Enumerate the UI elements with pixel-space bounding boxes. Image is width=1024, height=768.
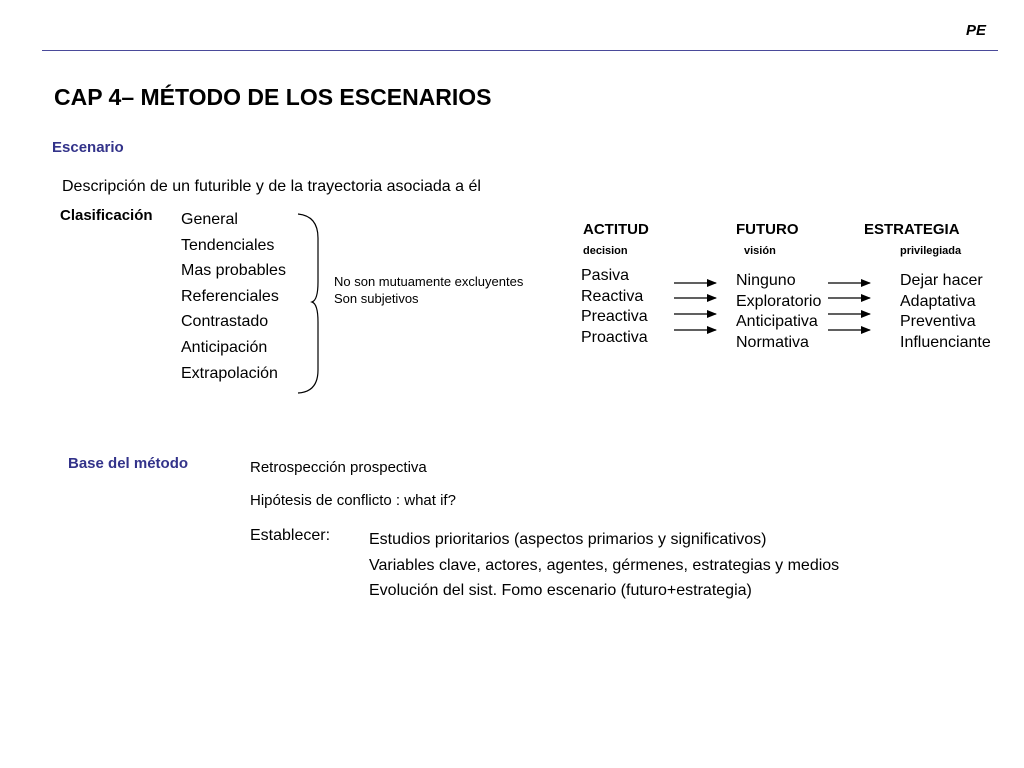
right-brace-icon xyxy=(298,214,318,393)
header-tag: PE xyxy=(966,22,987,39)
list-item: Anticipación xyxy=(181,338,268,356)
list-item: Pasiva xyxy=(581,267,630,284)
list-item: Preactiva xyxy=(581,308,648,325)
list-item: Influenciante xyxy=(900,333,991,351)
base-line-1: Retrospección prospectiva xyxy=(250,459,427,476)
col-subheader-estrategia: privilegiada xyxy=(900,245,962,257)
note-item: Son subjetivos xyxy=(334,291,419,306)
clasificacion-label: Clasificación xyxy=(60,207,153,224)
list-item: Normativa xyxy=(736,333,809,351)
list-item: Anticipativa xyxy=(736,313,818,330)
list-item: Tendenciales xyxy=(181,236,275,254)
col-header-actitud: ACTITUD xyxy=(583,221,649,238)
list-item: Preventiva xyxy=(900,313,976,330)
list-item: Estudios prioritarios (aspectos primarios y significativos) xyxy=(369,531,767,548)
list-item: Reactiva xyxy=(581,287,644,305)
page-title: CAP 4– MÉTODO DE LOS ESCENARIOS xyxy=(54,84,492,110)
note-item: No son mutuamente excluyentes xyxy=(334,274,524,289)
escenario-label: Escenario xyxy=(52,139,124,156)
list-item: Extrapolación xyxy=(181,364,278,382)
list-item: Adaptativa xyxy=(900,292,976,310)
base-label: Base del método xyxy=(68,455,189,472)
list-item: Mas probables xyxy=(181,262,286,280)
list-item: Dejar hacer xyxy=(900,272,983,289)
col-header-futuro: FUTURO xyxy=(736,221,799,238)
list-item: Proactiva xyxy=(581,328,648,346)
establecer-list xyxy=(369,527,839,604)
list-item: Evolución del sist. Fomo escenario (futuro+estrategia) xyxy=(369,582,752,599)
list-item: Ninguno xyxy=(736,272,796,289)
list-item: Exploratorio xyxy=(736,292,822,310)
list-item: Contrastado xyxy=(181,313,269,331)
base-line-2: Hipótesis de conflicto : what if? xyxy=(250,492,456,509)
col-header-estrategia: ESTRATEGIA xyxy=(864,221,960,238)
list-item: Variables clave, actores, agentes, gérmenes, estrategias y medios xyxy=(369,556,840,574)
list-item: General xyxy=(181,211,238,228)
col-subheader-futuro: visión xyxy=(744,245,776,257)
col-subheader-actitud: decision xyxy=(583,245,628,257)
list-item: Referenciales xyxy=(181,287,279,305)
establecer-label: Establecer: xyxy=(250,527,331,544)
escenario-definition: Descripción de un futurible y de la trayectoria asociada a él xyxy=(62,178,481,195)
